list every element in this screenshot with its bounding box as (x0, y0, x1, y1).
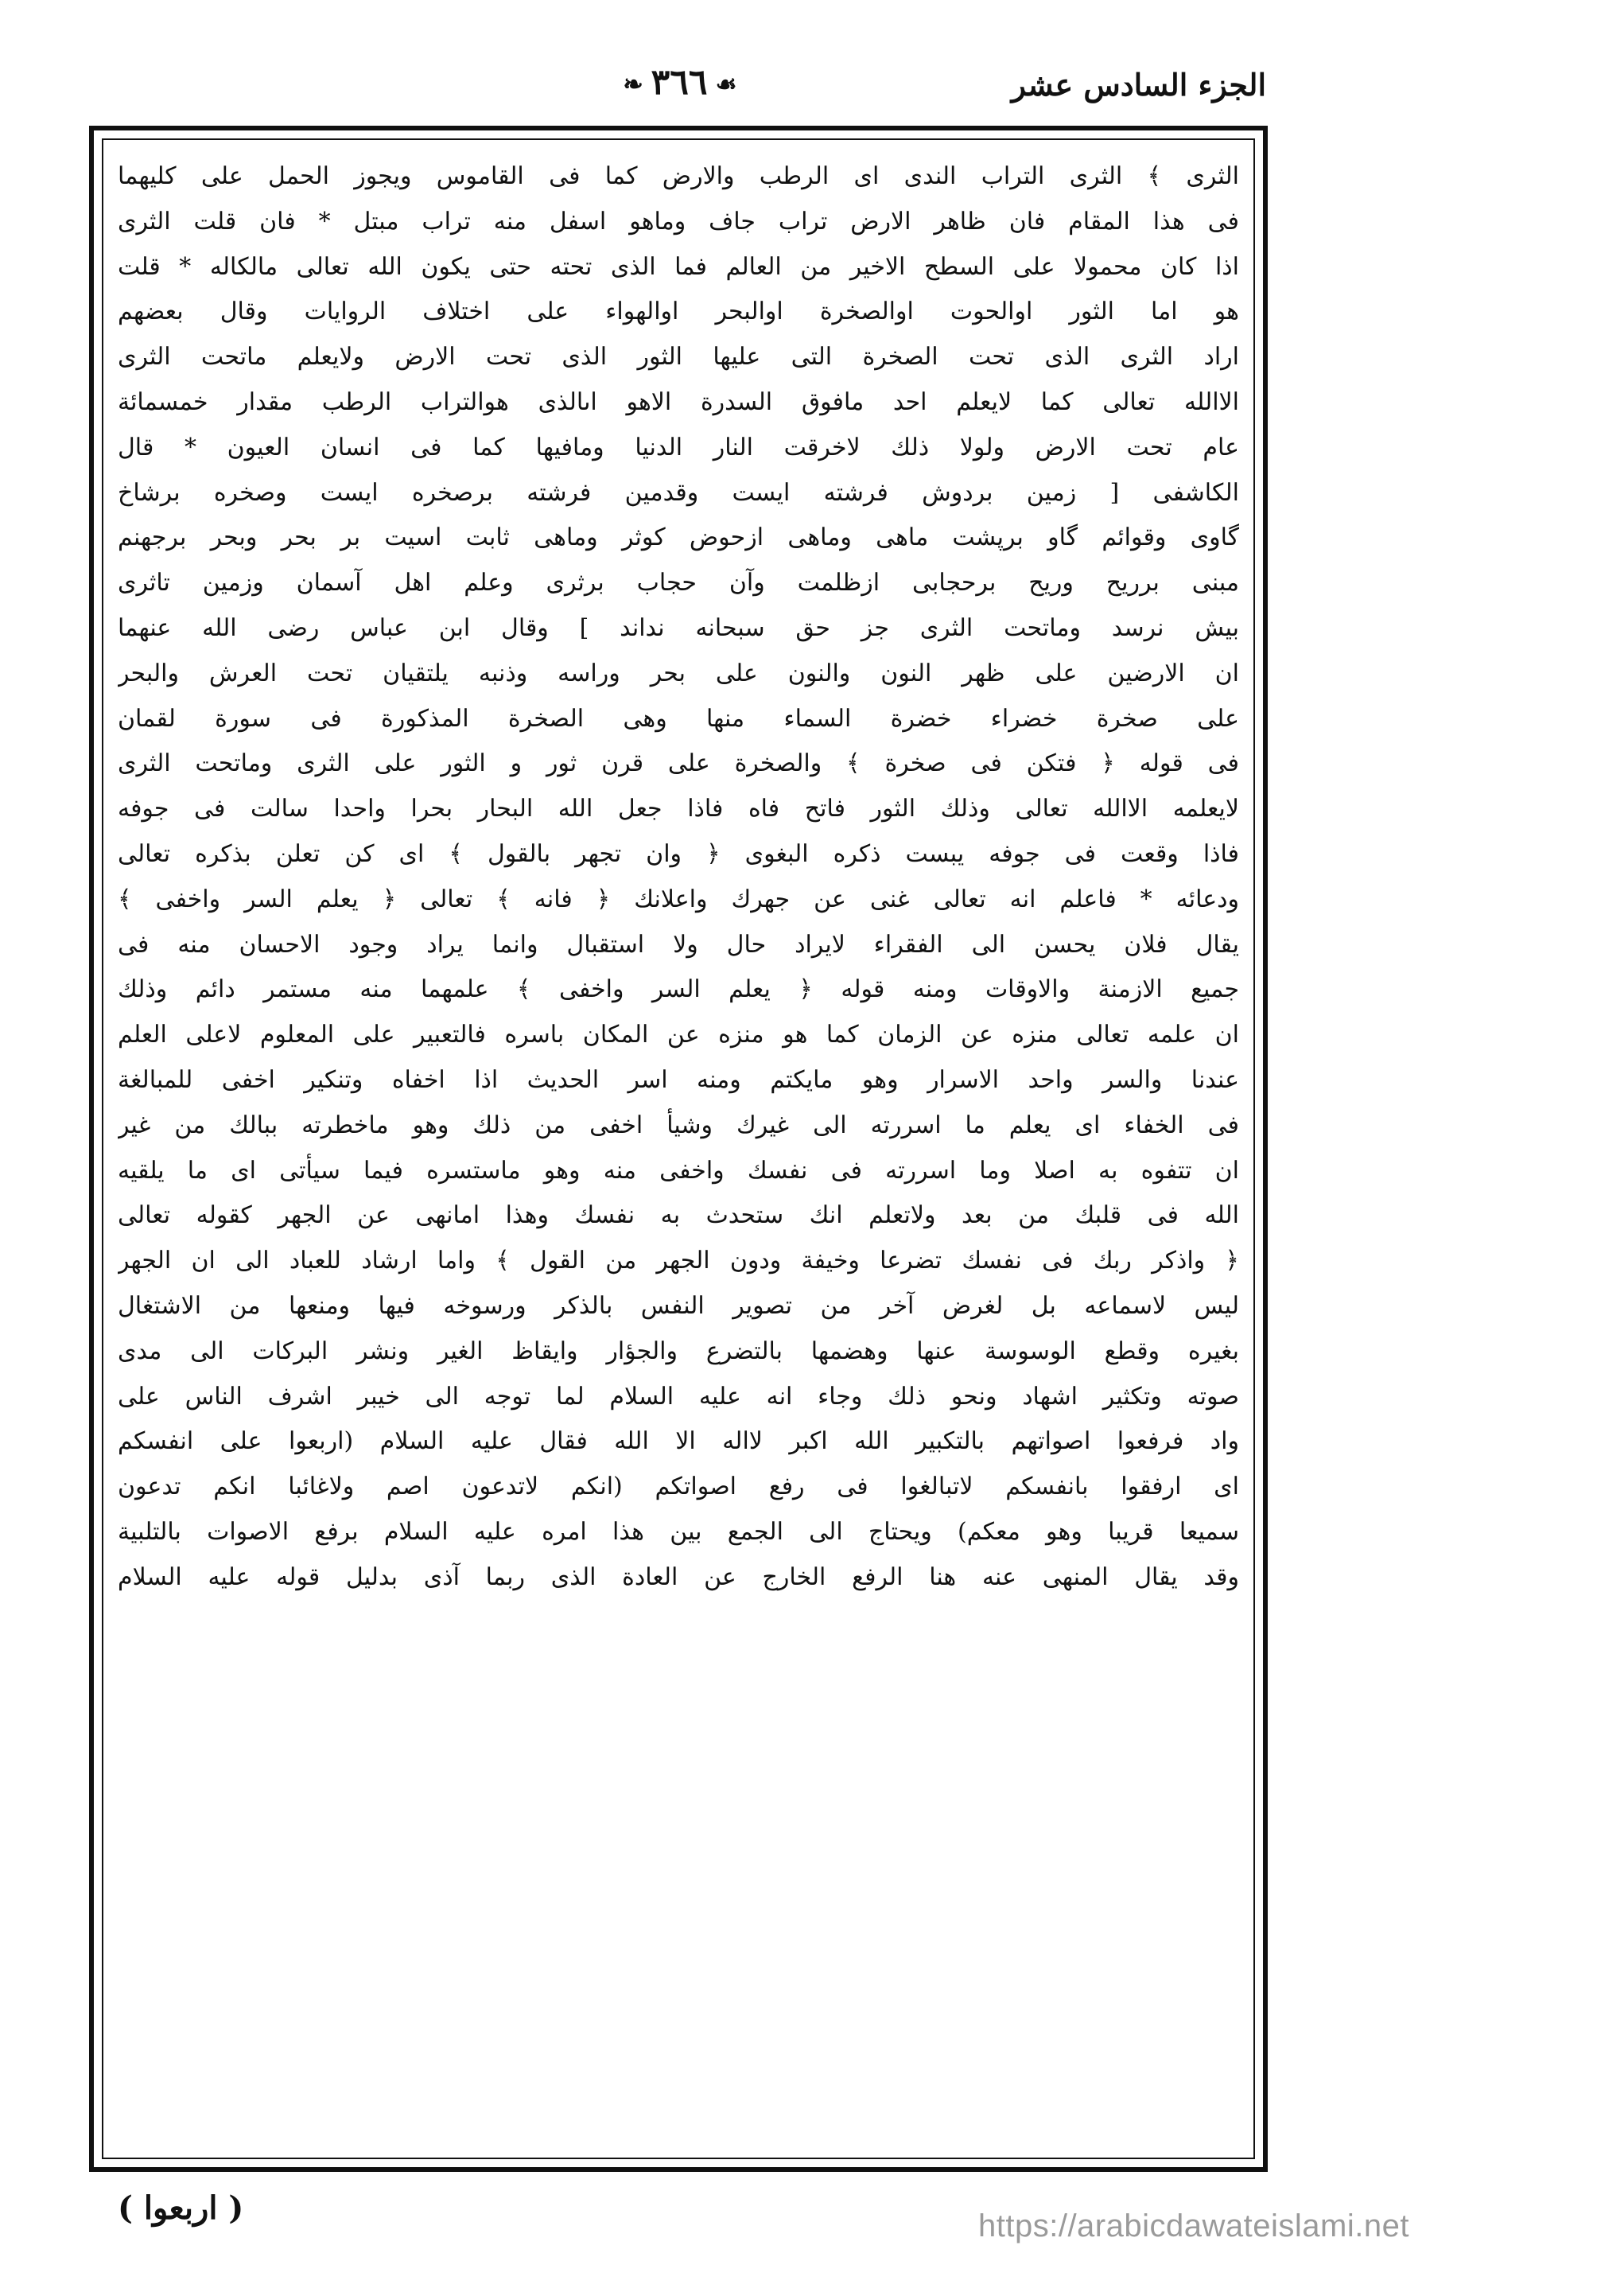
text-line: الاالله تعالى كما لايعلم احد مافوق السدرة الاهو اىالذى هوالتراب الرطب مقدار خمسمائة (118, 387, 1239, 416)
text-line: هو اما الثور اوالحوت اوالصخرة اوالبحر اوالهواء على اختلاف الروايات وقال بعضهم (118, 298, 1239, 326)
text-line: عندنا والسر واحد الاسرار وهو مايكتم ومنه اسر الحديث اذا اخفاه وتنكير اخفى للمبالغة (118, 1065, 1239, 1094)
text-line: ان الارضين على ظهر النون والنون على بحر وراسه وذنبه يلتقيان تحت العرش والبحر (118, 659, 1239, 687)
part-title: الجزء السادس عشر (1011, 67, 1266, 103)
text-line: جميع الازمنة والاوقات ومنه قوله ﴿ يعلم السر واخفى ﴾ علمهما منه مستمر دائم وذلك (118, 975, 1239, 1004)
page-header (94, 62, 1266, 118)
text-line: الله فى قلبك من بعد ولاتعلم انك ستحدث به نفسك وهذا امانهى عن الجهر كقوله تعالى (118, 1201, 1239, 1230)
text-frame (89, 126, 1268, 2172)
text-line: ان تتفوه به اصلا وما اسررته فى نفسك واخفى منه وهو ماستسره فيما سيأتى اى ما يلقيه (118, 1156, 1239, 1185)
text-line: ودعائه * فاعلم انه تعالى غنى عن جهرك واعلانك ﴿ فانه ﴾ تعالى ﴿ يعلم السر واخفى ﴾ (118, 885, 1239, 913)
text-line: سميعا قريبا وهو معكم) ويحتاج الى الجمع بين هذا امره عليه السلام برفع الاصوات بالتلبية (118, 1517, 1239, 1546)
body-text (118, 154, 1239, 2151)
text-line: فاذا وقعت فى جوفه يبست ذكره البغوى ﴿ وان تجهر بالقول ﴾ اى كن تعلن بذكره تعالى (118, 839, 1239, 868)
text-line: فى هذا المقام فان ظاهر الارض تراب جاف وماهو اسفل منه تراب مبتل * فان قلت الثرى (118, 207, 1239, 235)
text-line: ليس لاسماعه بل لغرض آخر من تصوير النفس بالذكر ورسوخه فيها ومنعها من الاشتغال (118, 1291, 1239, 1320)
text-line: ﴿ واذكر ربك فى نفسك تضرعا وخيفة ودون الجهر من القول ﴾ واما ارشاد للعباد الى ان الجهر (118, 1247, 1239, 1275)
page-number-block (616, 62, 745, 103)
text-line: فى قوله ﴿ فتكن فى صخرة ﴾ والصخرة على قرن ثور و الثور على الثرى وماتحت الثرى (118, 749, 1239, 778)
watermark-url: https://arabicdawateislami.net (978, 2208, 1409, 2243)
catchword: ( اربعوا ) (118, 2189, 244, 2227)
text-line: الكاشفى [ زمين بردوش فرشته ايست وقدمين فرشته برصخره ايست وصخره برشاخ (118, 478, 1239, 507)
text-line: على صخرة خضراء خضرة السماء منها وهى الصخرة المذكورة فى سورة لقمان (118, 704, 1239, 733)
ornament-left-icon: ❧ (623, 71, 643, 99)
text-line: مبنى برريح وريح برحجابى ازظلمت وآن حجاب برثرى وعلم اهل آسمان وزمين تاثرى (118, 569, 1239, 597)
text-line: وقد يقال المنهى عنه هنا الرفع الخارج عن العادة الذى ربما آذى بدليل قوله عليه السلام (118, 1562, 1239, 1591)
text-line: عام تحت الارض ولولا ذلك لاخرقت النار الدنيا ومافيها كما فى انسان العيون * قال (118, 433, 1239, 461)
ornament-right-icon: ☙ (715, 71, 737, 99)
text-line: بيش نرسد وماتحت الثرى جز حق سبحانه نداند ] وقال ابن عباس رضى الله عنهما (118, 613, 1239, 642)
text-line: فى الخفاء اى يعلم ما اسررته الى غيرك وشيأ اخفى من ذلك وهو ماخطرته ببالك من غير (118, 1111, 1239, 1139)
text-line: اراد الثرى الذى تحت الصخرة التى عليها الثور الذى تحت الارض ولايعلم ماتحت الثرى (118, 343, 1239, 372)
text-line: صوته وتكثير اشهاد ونحو ذلك وجاء انه عليه السلام لما توجه الى خيبر اشرف الناس على (118, 1382, 1239, 1411)
text-line: اذا كان محمولا على السطح الاخير من العالم فما الذى تحته حتى يكون الله تعالى مالكاله * قلت (118, 252, 1239, 281)
text-line: ان علمه تعالى منزه عن الزمان كما هو منزه عن المكان باسره فالتعبير على المعلوم لاعلى العلم (118, 1021, 1239, 1049)
text-line: اى ارفقوا بانفسكم لاتبالغوا فى رفع اصواتكم (انكم لاتدعون اصم ولاغائبا انكم تدعون (118, 1473, 1239, 1501)
text-line: واد فرفعوا اصواتهم بالتكبير الله اكبر لااله الا الله فقال عليه السلام (اربعوا على انفسكم (118, 1427, 1239, 1456)
text-line: لايعلمه الاالله تعالى وذلك الثور فاتح فاه فاذا جعل الله البحار بحرا واحدا سالت فى جوفه (118, 795, 1239, 823)
page-number: ٣٦٦ (651, 62, 708, 103)
text-line: بغيره وقطع الوسوسة عنها وهضمها بالتضرع والجؤار وايقاظ الغير ونشر البركات الى مدى (118, 1337, 1239, 1365)
text-line: يقال فلان يحسن الى الفقراء لايراد حال ولا استقبال وانما يراد وجود الاحسان منه فى (118, 930, 1239, 959)
text-line: الثرى ﴾ الثرى التراب الندى اى الرطب والارض كما فى القاموس ويجوز الحمل على كليهما (118, 162, 1239, 190)
text-line: گاوى وقوائم گاو برپشت ماهى وماهى ازحوض كوثر وماهى ثابت اسيت بر بحر وبحر برجهنم (118, 523, 1239, 552)
